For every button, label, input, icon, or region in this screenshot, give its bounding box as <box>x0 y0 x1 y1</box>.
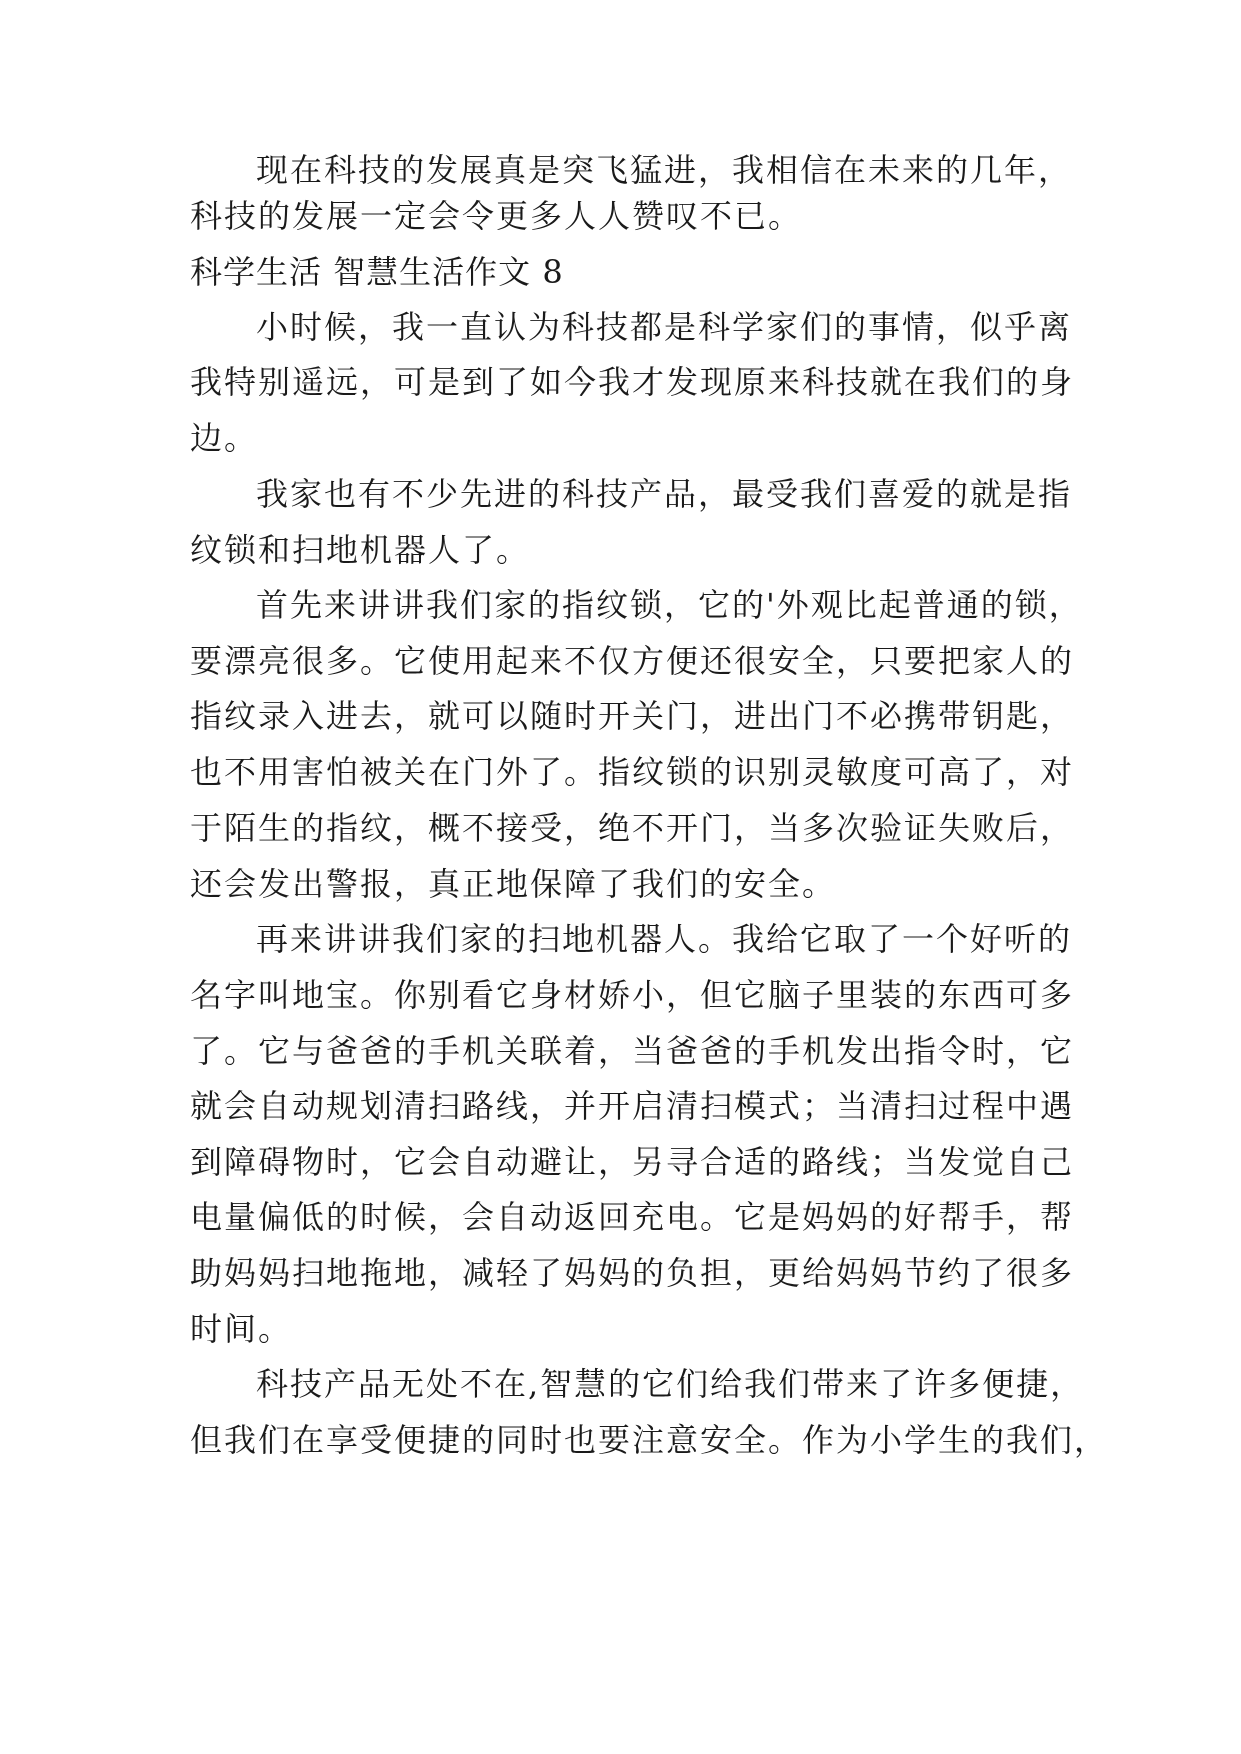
paragraph-line: 时间。 <box>190 1310 293 1348</box>
paragraph-line: 边。 <box>190 419 259 457</box>
paragraph-line: 就会自动规划清扫路线，并开启清扫模式；当清扫过程中遇 <box>190 1087 1075 1125</box>
paragraph-line: 小时候，我一直认为科技都是科学家们的事情，似乎离 <box>256 308 1073 346</box>
paragraph-line: 到障碍物时，它会自动避让，另寻合适的路线；当发觉自己 <box>190 1143 1075 1181</box>
paragraph-line: 科技产品无处不在,智慧的它们给我们带来了许多便捷， <box>256 1365 1085 1403</box>
paragraph-line: 首先来讲讲我们家的指纹锁，它的'外观比起普通的锁， <box>256 586 1083 624</box>
paragraph-line: 了。它与爸爸的手机关联着，当爸爸的手机发出指令时，它 <box>190 1032 1075 1070</box>
paragraph-line: 我家也有不少先进的科技产品，最受我们喜爱的就是指 <box>256 475 1073 513</box>
paragraph-line: 科技的发展一定会令更多人人赞叹不已。 <box>190 197 803 235</box>
paragraph-line: 我特别遥远，可是到了如今我才发现原来科技就在我们的身 <box>190 363 1075 401</box>
paragraph-line: 电量偏低的时候，会自动返回充电。它是妈妈的好帮手，帮 <box>190 1198 1075 1236</box>
paragraph-line: 再来讲讲我们家的扫地机器人。我给它取了一个好听的 <box>256 920 1073 958</box>
paragraph-line: 但我们在享受便捷的同时也要注意安全。作为小学生的我们， <box>190 1421 1109 1459</box>
paragraph-line: 也不用害怕被关在门外了。指纹锁的识别灵敏度可高了，对 <box>190 753 1075 791</box>
paragraph-line: 现在科技的发展真是突飞猛进，我相信在未来的几年， <box>256 151 1073 189</box>
paragraph-line: 要漂亮很多。它使用起来不仅方便还很安全，只要把家人的 <box>190 642 1075 680</box>
section-heading: 科学生活 智慧生活作文 8 <box>190 253 564 291</box>
paragraph-line: 名字叫地宝。你别看它身材娇小，但它脑子里装的东西可多 <box>190 976 1075 1014</box>
paragraph-line: 助妈妈扫地拖地，减轻了妈妈的负担，更给妈妈节约了很多 <box>190 1254 1075 1292</box>
paragraph-line: 指纹录入进去，就可以随时开关门，进出门不必携带钥匙， <box>190 697 1075 735</box>
paragraph-line: 纹锁和扫地机器人了。 <box>190 531 531 569</box>
paragraph-line: 于陌生的指纹，概不接受，绝不开门，当多次验证失败后， <box>190 809 1075 847</box>
paragraph-line: 还会发出警报，真正地保障了我们的安全。 <box>190 865 837 903</box>
